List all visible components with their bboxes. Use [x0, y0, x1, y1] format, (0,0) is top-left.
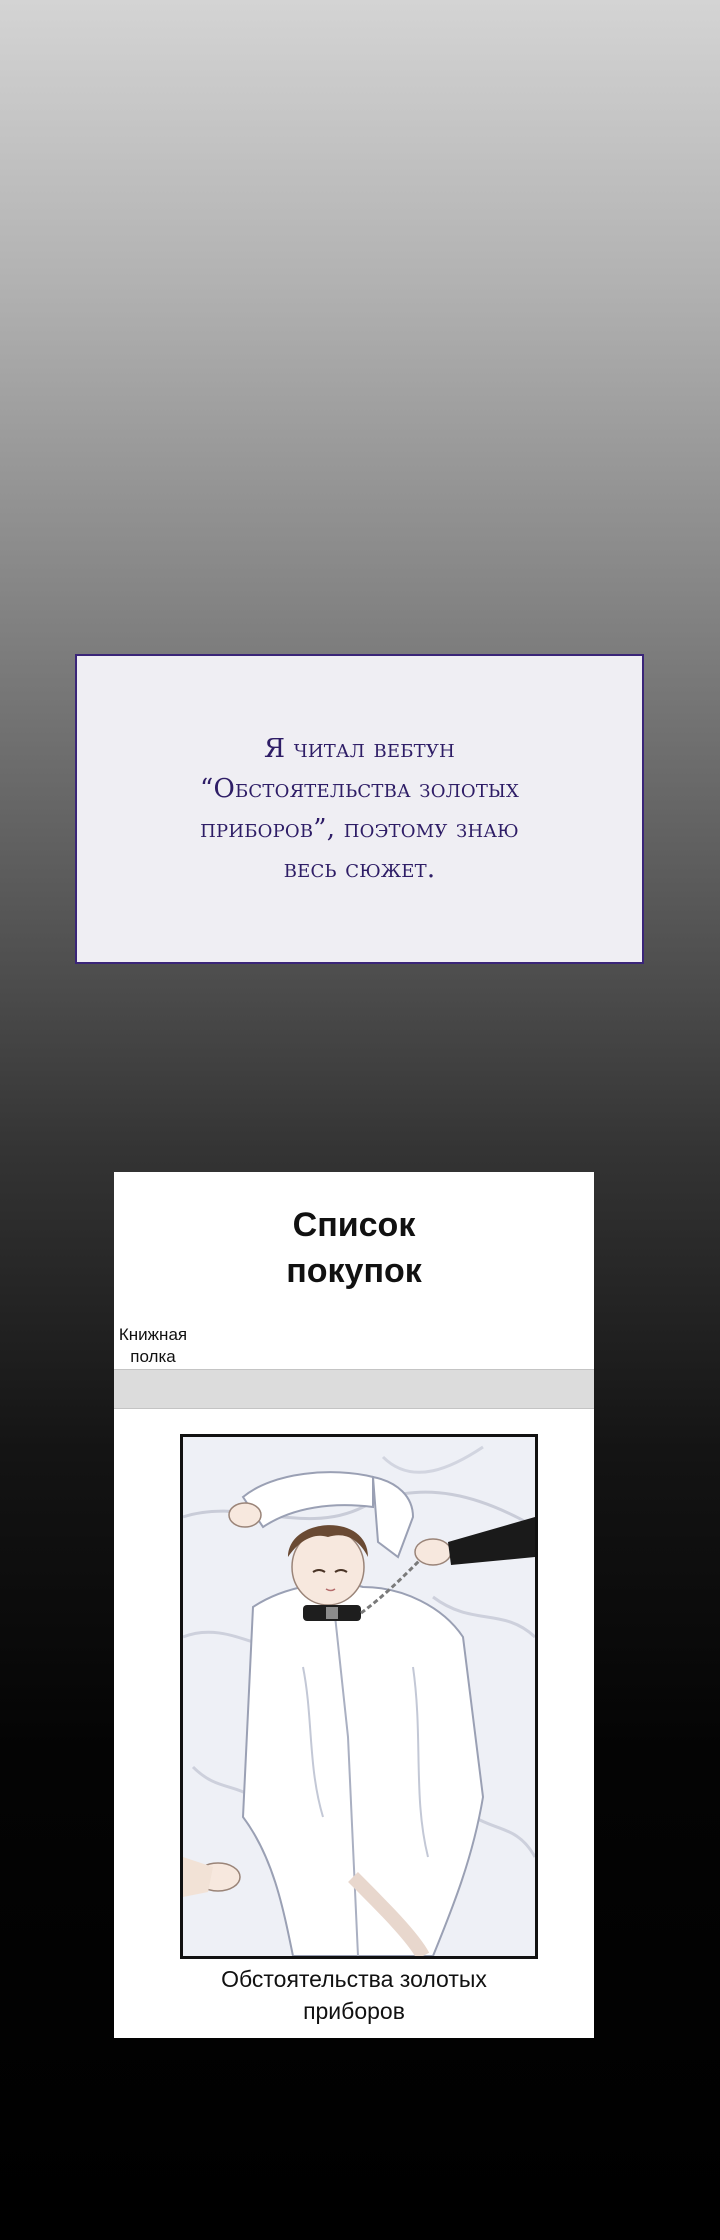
page-title-line: покупок — [286, 1252, 422, 1290]
narration-line: Я читал вебтун — [264, 734, 455, 764]
narration-box — [75, 654, 644, 964]
narration-line: приборов”, поэтому знаю — [200, 814, 519, 844]
book-title-line: приборов — [303, 1998, 405, 2024]
bookshelf-tab-label: Книжная — [118, 1325, 188, 1344]
shopping-list-screen — [114, 1172, 594, 2038]
narration-line: весь сюжет. — [283, 854, 436, 884]
narration-text — [180, 729, 540, 889]
bookshelf-tab-label: полка — [130, 1347, 176, 1366]
book-cover[interactable] — [180, 1434, 538, 1959]
page-title-line: Список — [292, 1206, 416, 1244]
book-title — [114, 1963, 594, 2027]
webtoon-cover-icon — [183, 1437, 535, 1956]
bookshelf-bar — [114, 1369, 594, 1409]
page-title — [114, 1202, 594, 1294]
book-title-line: Обстоятельства золотых — [221, 1966, 487, 1992]
narration-line: “Обстоятельства золотых — [200, 774, 519, 804]
bookshelf-tab[interactable] — [118, 1324, 188, 1368]
